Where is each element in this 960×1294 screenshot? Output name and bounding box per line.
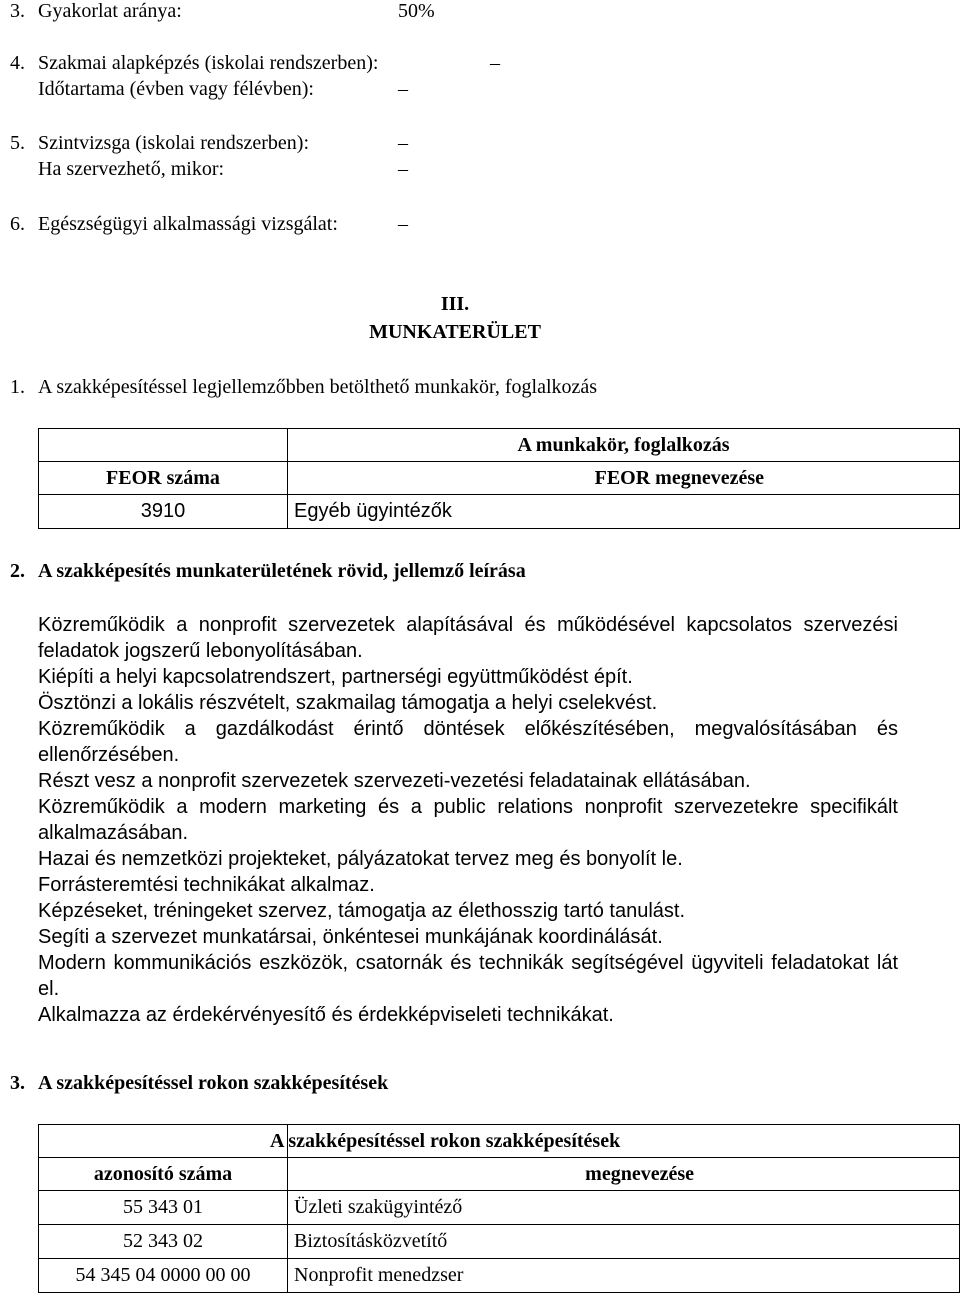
description-item: Hazai és nemzetközi projekteket, pályázatokat tervez meg és bonyolít le. bbox=[38, 848, 683, 870]
item-value: – bbox=[398, 213, 408, 235]
item-sub-value: – bbox=[398, 158, 408, 180]
item-number: 3. bbox=[10, 0, 25, 22]
item-value: – bbox=[398, 132, 408, 154]
related-qualifications-table bbox=[38, 1124, 960, 1293]
table-row bbox=[39, 1259, 960, 1293]
item-label: Szintvizsga (iskolai rendszerben): bbox=[38, 132, 310, 154]
item-value: – bbox=[490, 52, 500, 74]
heading-1: A szakképesítéssel legjellemzőbben betölthető munkakör, foglalkozás bbox=[38, 376, 598, 398]
description-item: Forrásteremtési technikákat alkalmaz. bbox=[38, 874, 375, 896]
feor-code: 3910 bbox=[39, 495, 288, 529]
table-group-header: A munkakör, foglalkozás bbox=[288, 429, 960, 462]
qualification-name: Üzleti szakügyintéző bbox=[288, 1191, 960, 1225]
description-item: Közreműködik a gazdálkodást érintő döntések előkészítésében, megvalósításában és ellenőrzésében. bbox=[38, 718, 898, 766]
description-item: Kiépíti a helyi kapcsolatrendszert, partnerségi együttműködést épít. bbox=[38, 666, 633, 688]
feor-name: Egyéb ügyintézők bbox=[288, 495, 960, 529]
description-item: Közreműködik a modern marketing és a public relations nonprofit szervezetekre specifikált alkalmazásában. bbox=[38, 796, 898, 844]
table-header-code: azonosító száma bbox=[39, 1158, 288, 1191]
heading-number: 3. bbox=[10, 1072, 25, 1094]
table-row bbox=[39, 495, 960, 529]
item-sub-value: – bbox=[398, 78, 408, 100]
description-item: Közreműködik a nonprofit szervezetek alapításával és működésével kapcsolatos szervezési feladatok jogszerű lebonyolításában. bbox=[38, 614, 898, 662]
table-header-name: FEOR megnevezése bbox=[288, 462, 960, 495]
description-item: Képzéseket, tréningeket szervez, támogatja az élethosszig tartó tanulást. bbox=[38, 900, 686, 922]
description-item: Segíti a szervezet munkatársai, önkéntesei munkájának koordinálását. bbox=[38, 926, 663, 948]
description-item: Ösztönzi a lokális részvételt, szakmailag támogatja a helyi cselekvést. bbox=[38, 692, 658, 714]
feor-table bbox=[38, 428, 960, 529]
heading-2: A szakképesítés munkaterületének rövid, jellemző leírása bbox=[38, 560, 526, 582]
qualification-name: Biztosításközvetítő bbox=[288, 1225, 960, 1259]
item-number: 6. bbox=[10, 213, 25, 235]
table-header-name: megnevezése bbox=[288, 1158, 960, 1191]
description-item: Alkalmazza az érdekérvényesítő és érdekképviseleti technikákat. bbox=[38, 1004, 614, 1026]
qualification-code: 54 345 04 0000 00 00 bbox=[39, 1259, 288, 1293]
heading-number: 1. bbox=[10, 376, 25, 398]
qualification-code: 55 343 01 bbox=[39, 1191, 288, 1225]
qualification-code: 52 343 02 bbox=[39, 1225, 288, 1259]
item-label: Egészségügyi alkalmassági vizsgálat: bbox=[38, 213, 338, 235]
heading-number: 2. bbox=[10, 560, 25, 582]
description-list bbox=[38, 612, 898, 1028]
item-label: Gyakorlat aránya: bbox=[38, 0, 182, 22]
description-item: Modern kommunikációs eszközök, csatornák és technikák segítségével ügyviteli feladatokat lát el. bbox=[38, 952, 898, 1000]
heading-3: A szakképesítéssel rokon szakképesítések bbox=[38, 1072, 389, 1094]
item-value: 50% bbox=[398, 0, 435, 22]
qualification-name: Nonprofit menedzser bbox=[288, 1259, 960, 1293]
item-sub-label: Ha szervezhető, mikor: bbox=[38, 158, 225, 180]
table-header-code: FEOR száma bbox=[39, 462, 288, 495]
section-title: MUNKATERÜLET bbox=[369, 321, 541, 343]
table-group-header: A szakképesítéssel rokon szakképesítések bbox=[288, 1125, 960, 1158]
item-number: 4. bbox=[10, 52, 25, 74]
table-row bbox=[39, 1225, 960, 1259]
table-row bbox=[39, 1191, 960, 1225]
section-roman: III. bbox=[440, 293, 470, 315]
item-number: 5. bbox=[10, 132, 25, 154]
item-label: Szakmai alapképzés (iskolai rendszerben): bbox=[38, 52, 379, 74]
description-item: Részt vesz a nonprofit szervezetek szervezeti-vezetési feladatainak ellátásában. bbox=[38, 770, 751, 792]
item-sub-label: Időtartama (évben vagy félévben): bbox=[38, 78, 314, 100]
